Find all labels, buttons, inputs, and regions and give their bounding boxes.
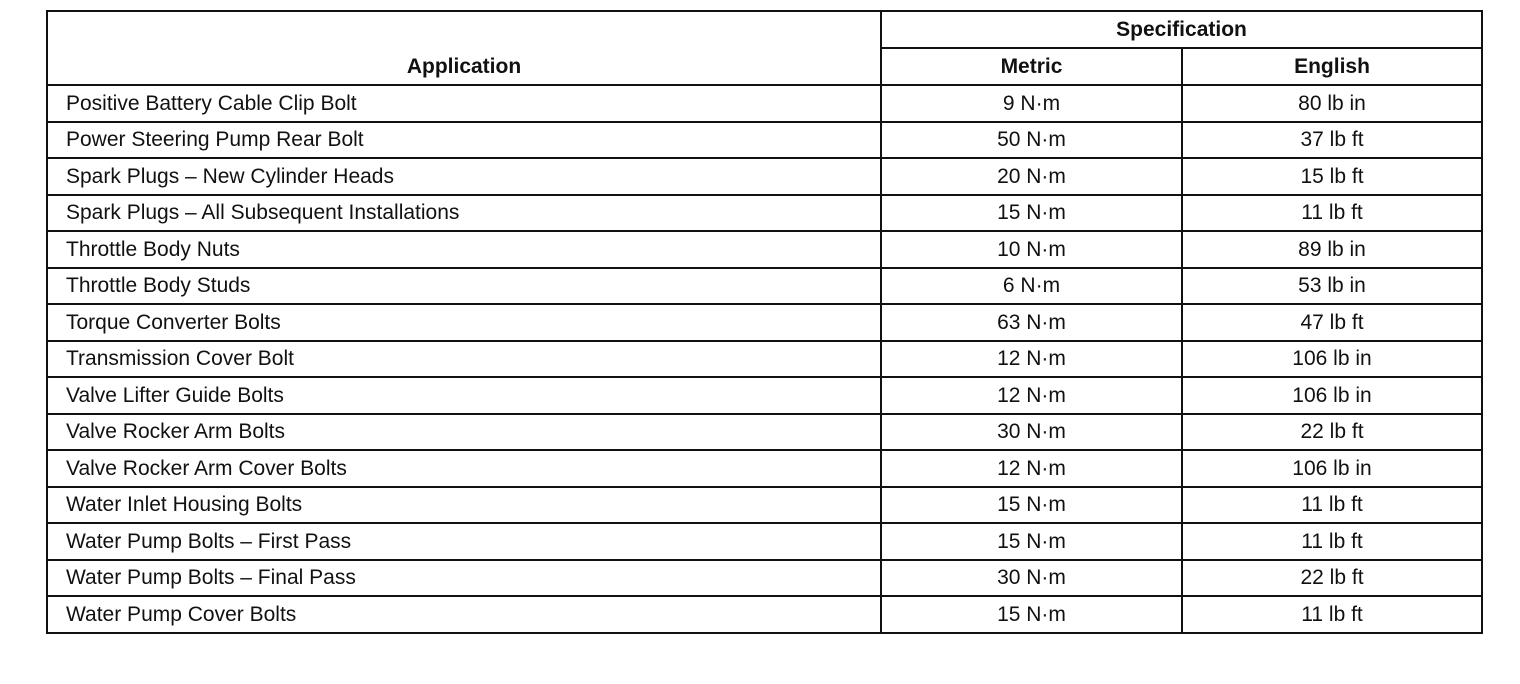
- application-cell: Transmission Cover Bolt: [47, 341, 881, 378]
- application-cell: Valve Rocker Arm Cover Bolts: [47, 450, 881, 487]
- english-value-cell: 11 lb ft: [1182, 487, 1482, 524]
- metric-value-cell: 30 N·m: [881, 414, 1182, 451]
- specification-column-header: Specification: [881, 11, 1482, 48]
- metric-value-cell: 20 N·m: [881, 158, 1182, 195]
- metric-value-cell: 9 N·m: [881, 85, 1182, 122]
- table-row: [47, 450, 1482, 487]
- metric-value-cell: 30 N·m: [881, 560, 1182, 597]
- english-value-cell: 47 lb ft: [1182, 304, 1482, 341]
- table-row: [47, 487, 1482, 524]
- english-value-cell: 37 lb ft: [1182, 122, 1482, 159]
- table-body: [47, 85, 1482, 633]
- english-value-cell: 106 lb in: [1182, 377, 1482, 414]
- metric-value-cell: 50 N·m: [881, 122, 1182, 159]
- metric-value-cell: 63 N·m: [881, 304, 1182, 341]
- metric-value-cell: 15 N·m: [881, 195, 1182, 232]
- application-cell: Throttle Body Nuts: [47, 231, 881, 268]
- table-row: [47, 195, 1482, 232]
- metric-column-header: Metric: [881, 48, 1182, 85]
- application-cell: Spark Plugs – New Cylinder Heads: [47, 158, 881, 195]
- table-row: [47, 304, 1482, 341]
- application-cell: Throttle Body Studs: [47, 268, 881, 305]
- english-value-cell: 22 lb ft: [1182, 414, 1482, 451]
- english-value-cell: 106 lb in: [1182, 341, 1482, 378]
- table-row: [47, 414, 1482, 451]
- english-value-cell: 106 lb in: [1182, 450, 1482, 487]
- application-column-header: Application: [47, 11, 881, 85]
- application-cell: Water Inlet Housing Bolts: [47, 487, 881, 524]
- english-value-cell: 11 lb ft: [1182, 596, 1482, 633]
- application-cell: Positive Battery Cable Clip Bolt: [47, 85, 881, 122]
- english-value-cell: 89 lb in: [1182, 231, 1482, 268]
- table-row: [47, 341, 1482, 378]
- table-row: [47, 231, 1482, 268]
- torque-spec-table: [46, 10, 1483, 634]
- english-value-cell: 11 lb ft: [1182, 523, 1482, 560]
- table-row: [47, 560, 1482, 597]
- table-row: [47, 377, 1482, 414]
- table-row: [47, 158, 1482, 195]
- table-row: [47, 85, 1482, 122]
- english-column-header: English: [1182, 48, 1482, 85]
- application-cell: Water Pump Bolts – First Pass: [47, 523, 881, 560]
- english-value-cell: 11 lb ft: [1182, 195, 1482, 232]
- metric-value-cell: 12 N·m: [881, 450, 1182, 487]
- table-header: [47, 11, 1482, 85]
- application-cell: Power Steering Pump Rear Bolt: [47, 122, 881, 159]
- metric-value-cell: 15 N·m: [881, 596, 1182, 633]
- metric-value-cell: 12 N·m: [881, 341, 1182, 378]
- metric-value-cell: 10 N·m: [881, 231, 1182, 268]
- table-row: [47, 268, 1482, 305]
- metric-value-cell: 15 N·m: [881, 523, 1182, 560]
- english-value-cell: 15 lb ft: [1182, 158, 1482, 195]
- application-cell: Valve Lifter Guide Bolts: [47, 377, 881, 414]
- application-cell: Water Pump Cover Bolts: [47, 596, 881, 633]
- table-row: [47, 596, 1482, 633]
- application-cell: Spark Plugs – All Subsequent Installations: [47, 195, 881, 232]
- application-cell: Water Pump Bolts – Final Pass: [47, 560, 881, 597]
- table-row: [47, 122, 1482, 159]
- metric-value-cell: 12 N·m: [881, 377, 1182, 414]
- english-value-cell: 22 lb ft: [1182, 560, 1482, 597]
- application-cell: Torque Converter Bolts: [47, 304, 881, 341]
- metric-value-cell: 6 N·m: [881, 268, 1182, 305]
- metric-value-cell: 15 N·m: [881, 487, 1182, 524]
- english-value-cell: 53 lb in: [1182, 268, 1482, 305]
- table-row: [47, 523, 1482, 560]
- application-cell: Valve Rocker Arm Bolts: [47, 414, 881, 451]
- english-value-cell: 80 lb in: [1182, 85, 1482, 122]
- header-row-top: [47, 11, 1482, 48]
